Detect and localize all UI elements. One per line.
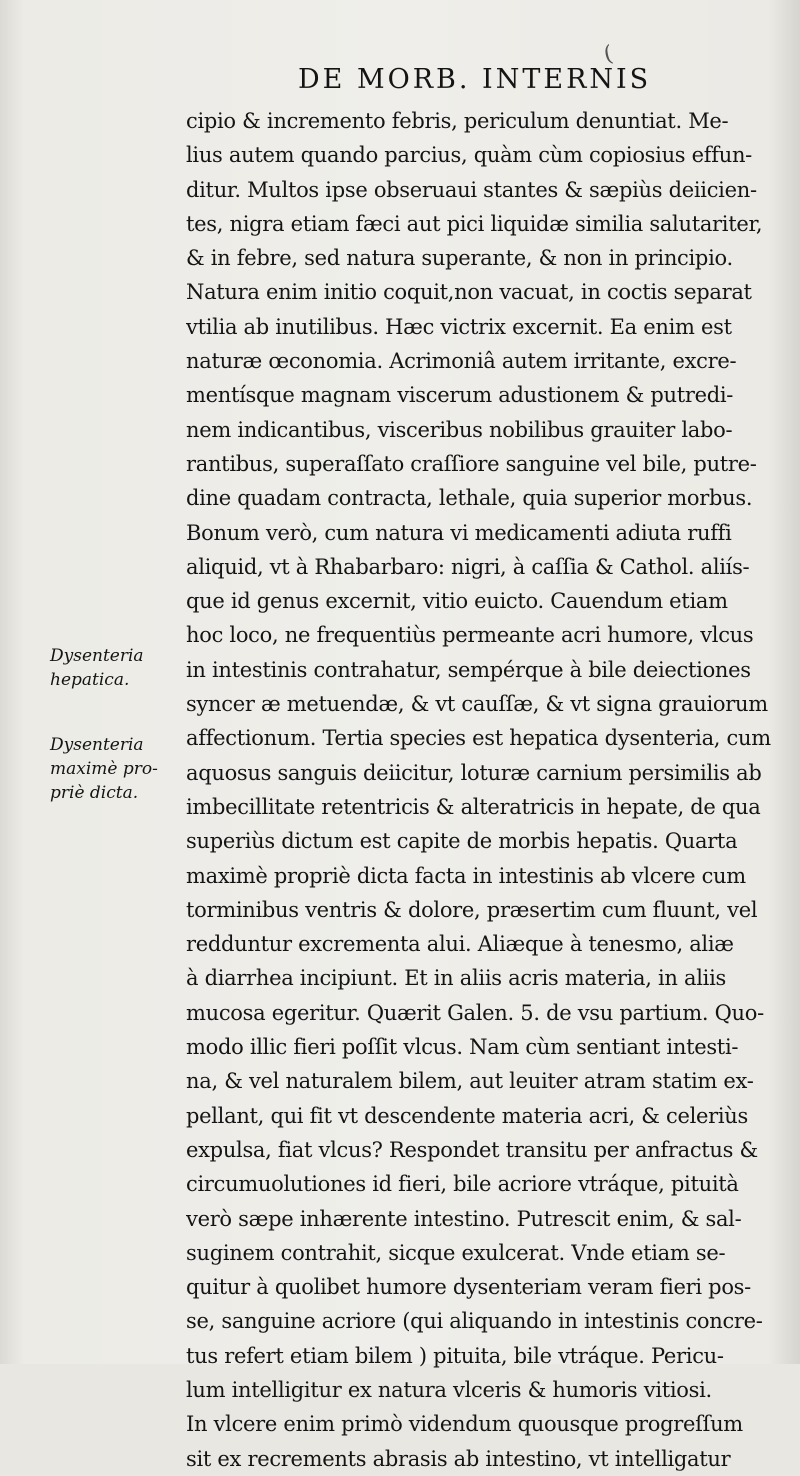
body-text xyxy=(186,104,786,1476)
margin-note-hepatica xyxy=(50,644,182,692)
text-line: tus refert etiam bilem ) pituita, bile vtráque. Pericu- xyxy=(186,1343,724,1368)
text-line: tes, nigra etiam fæci aut pici liquidæ similia salutariter, xyxy=(186,211,763,236)
text-line: modo illic fieri poſſit vlcus. Nam cùm sentiant intesti- xyxy=(186,1035,739,1060)
margin-note-line: priè dicta. xyxy=(50,783,139,803)
margin-note-line: Dysenteria xyxy=(50,735,144,755)
text-line: Bonum verò, cum natura vi medicamenti adiuta ruffi xyxy=(186,520,732,545)
margin-note-line: Dysenteria xyxy=(50,646,144,666)
text-line: aquosus sanguis deiicitur, loturæ carnium persimilis ab xyxy=(186,760,762,785)
text-line: circumuolutiones id fieri, bile acriore vtráque, pituità xyxy=(186,1172,739,1197)
text-line: suginem contrahit, sicque exulcerat. Vnde etiam se- xyxy=(186,1240,726,1265)
text-line: lum intelligitur ex natura vlceris & humoris vitiosi. xyxy=(186,1377,712,1402)
text-line: cipio & incremento febris, periculum denuntiat. Me- xyxy=(186,109,729,133)
text-line: lius autem quando parcius, quàm cùm copiosius effun- xyxy=(186,143,752,168)
text-line: aliquid, vt à Rhabarbaro: nigri, à caſſia & Cathol. aliís- xyxy=(186,554,750,579)
text-line: que id genus excernit, vitio euicto. Cauendum etiam xyxy=(186,589,728,614)
text-line: In vlcere enim primò videndum quousque progreſſum xyxy=(186,1412,743,1437)
text-line: nem indicantibus, visceribus nobilibus grauiter labo- xyxy=(186,417,733,442)
text-line: vtilia ab inutilibus. Hæc victrix excernit. Ea enim est xyxy=(186,314,732,339)
text-line: syncer æ metuendæ, & vt cauſſæ, & vt signa grauiorum xyxy=(186,692,768,717)
text-line: quitur à quolibet humore dysenteriam veram fieri pos- xyxy=(186,1275,751,1300)
corner-mark: ( xyxy=(601,41,616,68)
text-line: torminibus ventris & dolore, præsertim cum fluunt, vel xyxy=(186,897,758,922)
text-line: & in febre, sed natura superante, & non in principio. xyxy=(186,246,733,271)
text-line: mentísque magnam viscerum adustionem & putredi- xyxy=(186,383,734,408)
text-line: superiùs dictum est capite de morbis hepatis. Quarta xyxy=(186,829,738,854)
text-line: dine quadam contracta, lethale, quia superior morbus. xyxy=(186,486,753,511)
margin-note-line: hepatica. xyxy=(50,670,130,690)
text-line: se, sanguine acriore (qui aliquando in intestinis concre- xyxy=(186,1309,763,1334)
text-line: sit ex recrements abrasis ab intestino, vt intelligatur xyxy=(186,1446,731,1471)
text-line: imbecillitate retentricis & alteratricis in hepate, de qua xyxy=(186,794,761,819)
margin-note-proprie-dicta xyxy=(50,733,182,805)
text-line: na, & vel naturalem bilem, aut leuiter atram statim ex- xyxy=(186,1069,754,1094)
running-head: DE MORB. INTERNIS xyxy=(298,64,652,95)
text-line: Natura enim initio coquit,non vacuat, in coctis separat xyxy=(186,280,752,305)
text-line: verò sæpe inhærente intestino. Putrescit enim, & sal- xyxy=(186,1206,742,1231)
text-line: redduntur excrementa alui. Aliæque à tenesmo, aliæ xyxy=(186,932,734,957)
text-line: pellant, qui fit vt descendente materia acri, & celeriùs xyxy=(186,1103,748,1128)
text-line: à diarrhea incipiunt. Et in aliis acris materia, in aliis xyxy=(186,966,726,991)
text-line: rantibus, superaſſato craſſiore sanguine vel bile, putre- xyxy=(186,451,757,476)
text-line: naturæ œconomia. Acrimoniâ autem irritante, excre- xyxy=(186,349,737,374)
text-line: affectionum. Tertia species est hepatica dysenteria, cum xyxy=(186,726,771,751)
text-line: mucosa egeritur. Quærit Galen. 5. de vsu partium. Quo- xyxy=(186,1000,764,1025)
text-line: hoc loco, ne frequentiùs permeante acri humore, vlcus xyxy=(186,623,754,648)
text-line: in intestinis contrahatur, sempérque à bile deiectiones xyxy=(186,657,751,682)
text-line: ditur. Multos ipse obseruaui stantes & sæpiùs deiicien- xyxy=(186,177,757,202)
text-line: maximè propriè dicta facta in intestinis ab vlcere cum xyxy=(186,863,746,888)
text-line: expulsa, fiat vlcus? Respondet transitu per anfractus & xyxy=(186,1137,758,1162)
margin-note-line: maximè pro- xyxy=(50,759,158,779)
